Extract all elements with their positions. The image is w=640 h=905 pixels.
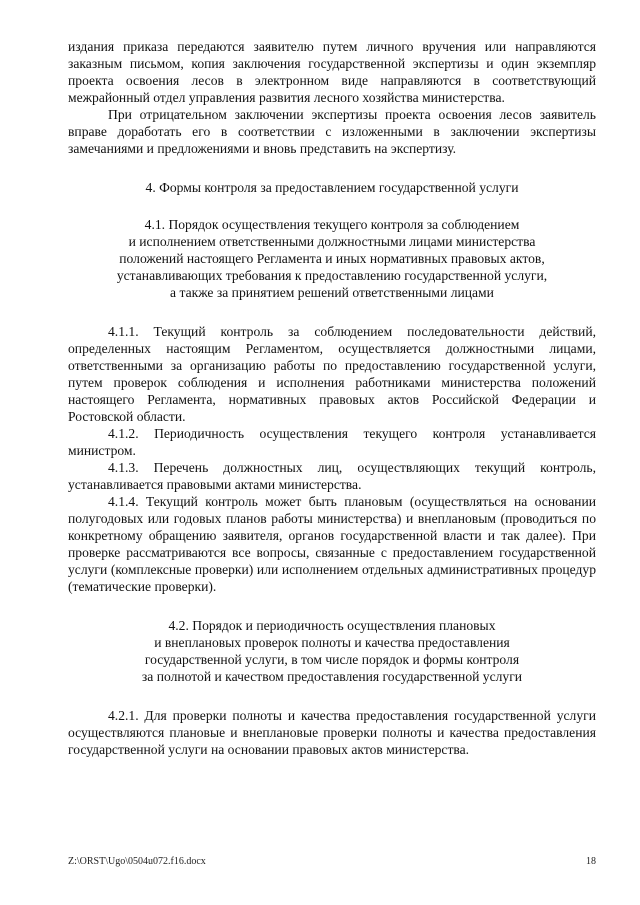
footer-file-path: Z:\ORST\Ugo\0504u072.f16.docx	[68, 856, 206, 867]
paragraph-4-1-3: 4.1.3. Перечень должностных лиц, осуществляющих текущий контроль, устанавливается правовыми актами министерства.	[68, 460, 596, 492]
subsection-4-2-title-line: 4.2. Порядок и периодичность осуществления плановых	[168, 618, 496, 633]
subsection-4-1-title-line: и исполнением ответственными должностными лицами министерства	[128, 234, 536, 249]
paragraph-4-2-1: 4.2.1. Для проверки полноты и качества предоставления государственной услуги осуществляются плановые и внеплановые проверки полноты и качества предоставления государственной услуги на основании правовых актов министерства.	[68, 708, 596, 757]
subsection-4-2-title-line: за полнотой и качеством предоставления государственной услуги	[141, 669, 523, 684]
paragraph-4-1-1: 4.1.1. Текущий контроль за соблюдением последовательности действий, определенных настоящим Регламентом, осуществляется должностными лицами, ответственными за организацию работы по предоставлению государственной услуги, путем проверок соблюдения и исполнения работниками министерства положений настоящего Регламента, нормативных правовых актов Российской Федерации и Ростовской области.	[68, 324, 596, 424]
paragraph-4-1-4: 4.1.4. Текущий контроль может быть плановым (осуществляться на основании полугодовых или годовых планов работы министерства) и внеплановым (проводиться по конкретному обращению заявителя, органов государственной власти и так далее). При проверке рассматриваются все вопросы, связанные с предоставлением государственной услуги (комплексные проверки) или исполнением отдельных административных процедур (тематические проверки).	[68, 494, 596, 594]
subsection-4-1-title-line: устанавливающих требования к предоставлению государственной услуги,	[116, 268, 548, 283]
document-body	[68, 38, 596, 758]
subsection-4-1-title-line: положений настоящего Регламента и иных нормативных правовых актов,	[119, 251, 545, 266]
subsection-4-2-title-line: и внеплановых проверок полноты и качества предоставления	[154, 635, 510, 650]
subsection-4-2-title	[68, 617, 596, 685]
subsection-4-2-title-line: государственной услуги, в том числе порядок и формы контроля	[144, 652, 520, 667]
paragraph-4-1-2: 4.1.2. Периодичность осуществления текущего контроля устанавливается министром.	[68, 426, 596, 458]
paragraph-negative-conclusion: При отрицательном заключении экспертизы проекта освоения лесов заявитель вправе доработать его в соответствии с изложенными в заключении экспертизы замечаниями и предложениями и вновь представить на экспертизу.	[68, 107, 596, 156]
paragraph-continuation: издания приказа передаются заявителю путем личного вручения или направляются заказным письмом, копия заключения государственной экспертизы и один экземпляр проекта освоения лесов в электронном виде направляются в соответствующий межрайонный отдел управления развития лесного хозяйства министерства.	[68, 39, 596, 105]
page-number: 18	[586, 856, 596, 867]
subsection-4-1-title	[68, 216, 596, 301]
subsection-4-1-title-line: а также за принятием решений ответственными лицами	[170, 285, 494, 300]
subsection-4-1-title-line: 4.1. Порядок осуществления текущего контроля за соблюдением	[144, 217, 520, 232]
section-4-title: 4. Формы контроля за предоставлением государственной услуги	[145, 180, 519, 195]
